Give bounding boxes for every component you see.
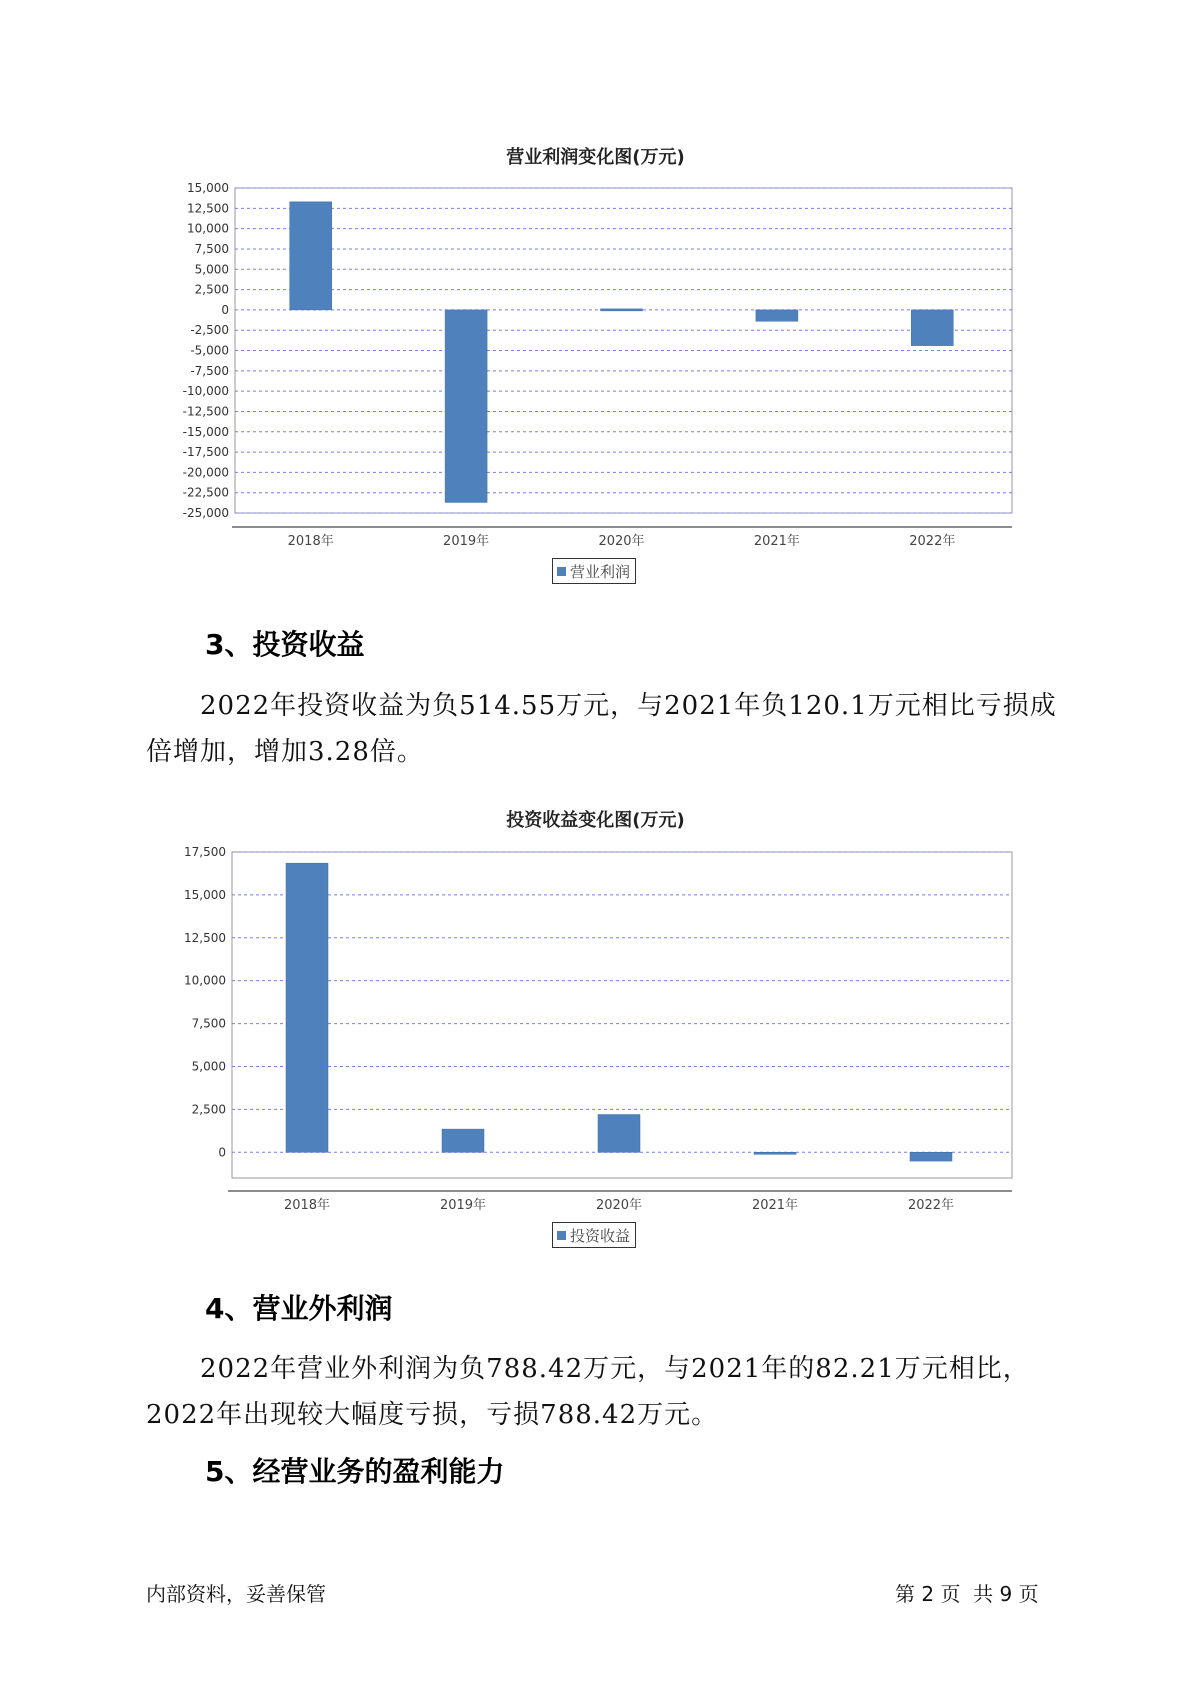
x-tick-label: 2022年 [909,534,956,549]
section3-paragraph: 2022年投资收益为负514.55万元，与2021年负120.1万元相比亏损成倍增加，增加3.28倍。 [146,691,1057,767]
y-tick-label: 7,500 [194,241,229,256]
y-tick-label: 5,000 [191,1059,226,1074]
chart1-legend-label: 营业利润 [570,562,631,581]
footer-note: 内部资料，妥善保管 [146,1582,326,1606]
section5-heading: 5、经营业务的盈利能力 [205,1455,505,1488]
x-tick-label: 2021年 [751,1198,799,1213]
y-tick-label: -12,500 [182,404,229,419]
section4-heading: 4、营业外利润 [205,1292,393,1325]
x-tick-label: 2020年 [598,534,645,549]
y-tick-label: 0 [221,302,229,317]
bar [754,1152,796,1154]
y-tick-label: -22,500 [182,485,229,500]
y-tick-label: -25,000 [182,506,229,520]
section3-heading: 3、投资收益 [205,628,365,661]
chart2-legend-label: 投资收益 [570,1226,631,1245]
y-tick-label: -20,000 [182,465,229,480]
y-tick-label: -15,000 [182,424,229,439]
y-tick-label: 17,500 [184,845,226,859]
y-tick-label: -17,500 [182,445,229,460]
x-tick-label: 2019年 [439,1198,487,1213]
bar [442,1129,484,1152]
legend-swatch [557,1231,566,1240]
x-tick-label: 2020年 [595,1198,643,1213]
x-tick-label: 2019年 [443,534,490,549]
y-tick-label: 5,000 [194,262,229,277]
y-tick-label: 10,000 [187,221,229,236]
chart2-legend [552,1222,636,1248]
bar [910,1152,952,1161]
y-tick-label: 0 [218,1145,226,1160]
y-tick-label: -10,000 [182,384,229,399]
bar [598,1115,640,1153]
y-tick-label: -5,000 [190,343,229,358]
chart2-title: 投资收益变化图(万元) [506,810,685,831]
bar [286,863,328,1152]
section4-paragraph: 2022年营业外利润为负788.42万元，与2021年的82.21万元相比，2022年出现较大幅度亏损，亏损788.42万元。 [146,1354,1030,1430]
y-tick-label: 10,000 [184,973,226,988]
x-tick-label: 2022年 [907,1198,955,1213]
y-tick-label: -7,500 [190,363,229,378]
y-tick-label: 12,500 [184,930,226,945]
x-tick-label: 2021年 [753,534,800,549]
page-number: 第 2 页 共 9 页 [895,1582,1039,1606]
x-tick-label: 2018年 [283,1198,331,1213]
y-tick-label: 15,000 [187,181,229,195]
x-tick-label: 2018年 [287,534,334,549]
y-tick-label: 2,500 [194,282,229,297]
y-tick-label: 2,500 [191,1102,226,1117]
y-tick-label: 7,500 [191,1016,226,1031]
y-tick-label: 15,000 [184,887,226,902]
y-tick-label: 12,500 [187,201,229,216]
chart1-title: 营业利润变化图(万元) [506,147,685,168]
y-tick-label: -2,500 [190,323,229,338]
